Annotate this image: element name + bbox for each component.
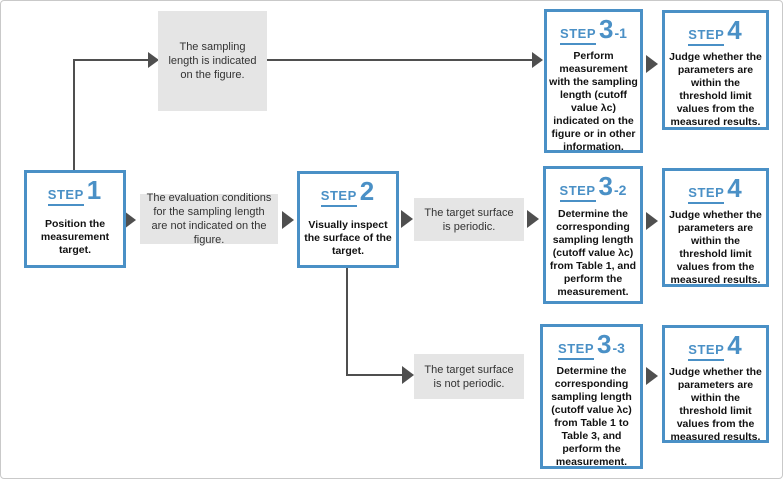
step-label: STEP bbox=[321, 188, 357, 207]
step-4-middle-box bbox=[662, 168, 769, 287]
step-label: STEP bbox=[560, 183, 596, 202]
arrowhead-to-step3-1-icon bbox=[532, 52, 543, 68]
step-number-suffix: -1 bbox=[614, 25, 627, 41]
step-1-text: Position the measurement target. bbox=[40, 218, 110, 256]
step-3-3-header bbox=[558, 329, 625, 360]
connector-step2-to-condition4 bbox=[346, 374, 402, 376]
step-4-bottom-header bbox=[688, 330, 742, 361]
step-number: 4 bbox=[727, 173, 742, 203]
step-label: STEP bbox=[688, 342, 724, 361]
arrow-condition3-to-step3-2-icon bbox=[527, 210, 539, 228]
connector-condition1-to-step3-1 bbox=[267, 59, 532, 61]
step-number-suffix: -3 bbox=[612, 340, 625, 356]
step-2-text: Visually inspect the surface of the target. bbox=[304, 218, 392, 257]
arrow-step3-2-to-step4-icon bbox=[646, 212, 658, 230]
step-label: STEP bbox=[558, 341, 594, 360]
step-4-middle-text: Judge whether the parameters are within the threshold limit values from the measured results. bbox=[669, 209, 762, 286]
step-number: 3 bbox=[598, 171, 613, 201]
step-2-box bbox=[297, 171, 399, 268]
condition-evaluation-not-indicated: The evaluation conditions for the sampling length are not indicated on the figure. bbox=[140, 194, 278, 244]
step-number: 3 bbox=[599, 14, 614, 44]
step-3-3-box bbox=[540, 324, 643, 469]
condition-surface-periodic: The target surface is periodic. bbox=[414, 198, 524, 241]
step-4-top-text: Judge whether the parameters are within the threshold limit values from the measured results. bbox=[669, 51, 762, 128]
condition-surface-not-periodic: The target surface is not periodic. bbox=[414, 354, 524, 399]
step-label: STEP bbox=[48, 187, 84, 206]
step-4-top-header bbox=[688, 15, 742, 46]
step-4-bottom-box bbox=[662, 325, 769, 443]
step-label: STEP bbox=[560, 26, 596, 45]
step-number-suffix: -2 bbox=[613, 182, 627, 198]
connector-step1-up-vertical bbox=[73, 59, 75, 170]
arrow-step3-3-to-step4-icon bbox=[646, 367, 658, 385]
connector-step2-down-vertical bbox=[346, 268, 348, 376]
step-3-1-box bbox=[544, 9, 643, 153]
step-number: 4 bbox=[727, 330, 742, 360]
arrow-condition2-to-step2-icon bbox=[282, 211, 294, 229]
arrow-step2-to-condition3-icon bbox=[401, 210, 413, 228]
step-4-middle-header bbox=[688, 173, 742, 204]
step-number: 4 bbox=[727, 15, 742, 45]
step-number: 1 bbox=[86, 175, 102, 205]
step-4-bottom-text: Judge whether the parameters are within the threshold limit values from the measured results. bbox=[669, 366, 762, 443]
step-number: 3 bbox=[597, 329, 612, 359]
step-label: STEP bbox=[688, 185, 724, 204]
step-number: 2 bbox=[359, 176, 375, 206]
condition-sampling-length-indicated: The sampling length is indicated on the figure. bbox=[158, 11, 267, 111]
step-label: STEP bbox=[688, 27, 724, 46]
connector-step1-to-condition1 bbox=[73, 59, 148, 61]
step-1-box bbox=[24, 170, 126, 268]
step-1-header bbox=[47, 175, 102, 206]
step-3-2-box bbox=[543, 166, 643, 304]
step-3-2-header bbox=[559, 171, 627, 202]
arrow-step3-1-to-step4-icon bbox=[646, 55, 658, 73]
step-4-top-box bbox=[662, 10, 769, 130]
arrowhead-to-condition-not-periodic-icon bbox=[402, 366, 414, 384]
step-3-2-text: Determine the corresponding sampling length (cutoff value λc) from Table 1, and perform the measurement. bbox=[549, 208, 637, 298]
step-3-1-text: Perform measurement with the sampling length (cutoff value λc) indicated on the figure or in other information. bbox=[549, 50, 638, 153]
step-2-header bbox=[320, 176, 375, 207]
step-3-3-text: Determine the corresponding sampling length (cutoff value λc) from Table 1 to Table 3, and perform the measurement. bbox=[551, 365, 632, 468]
step-3-1-header bbox=[560, 14, 627, 45]
